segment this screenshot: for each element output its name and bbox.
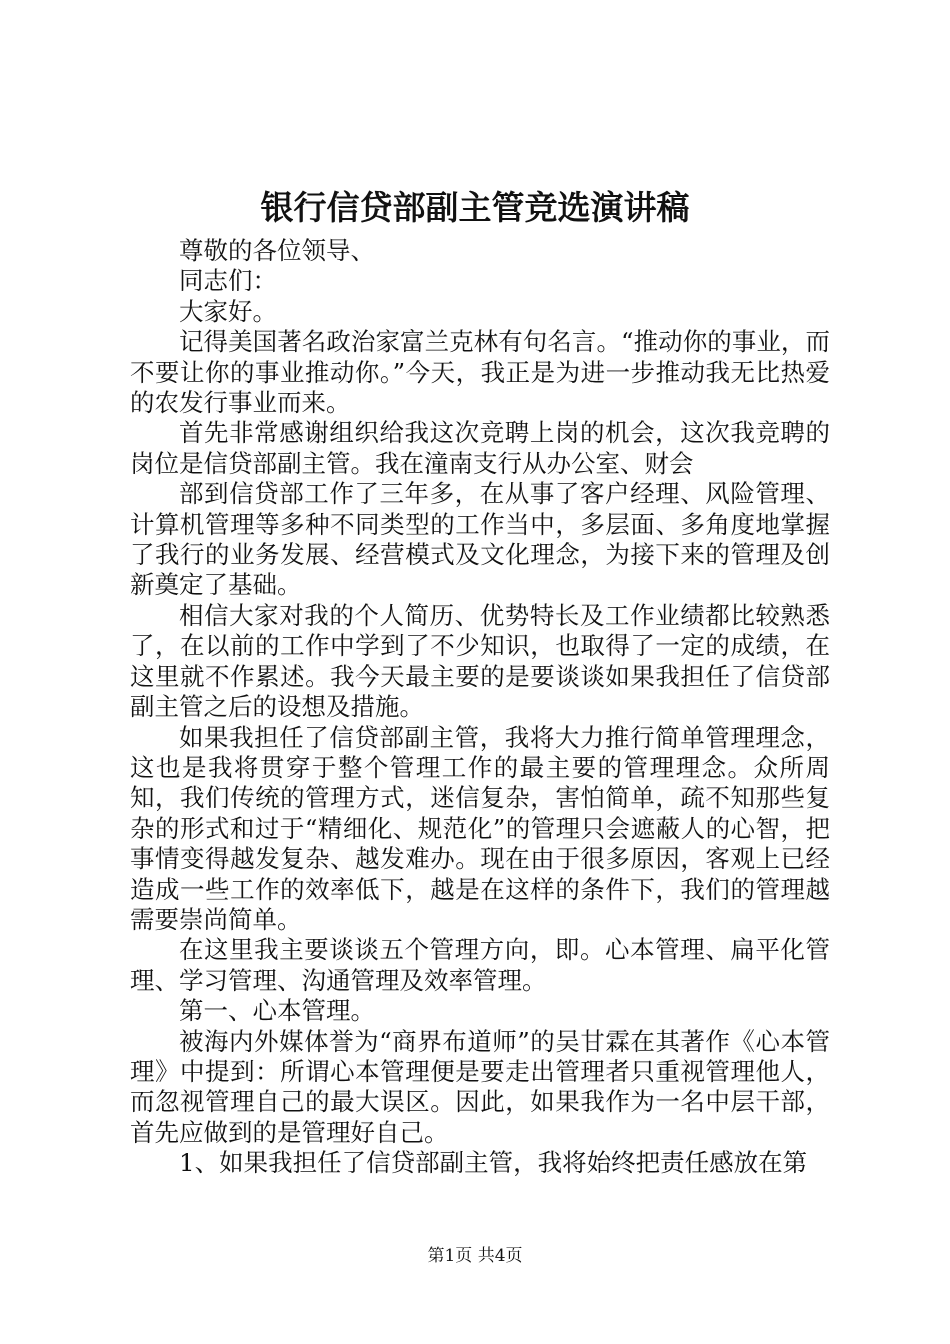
paragraph: 大家好。: [179, 296, 277, 326]
paragraph: 首先非常感谢组织给我这次竞聘上岗的机会，这次我竞聘的岗位是信贷部副主管。我在潼南支行从办公室、财会: [130, 418, 830, 478]
paragraph: 尊敬的各位领导、: [179, 236, 375, 265]
paragraph: 在这里我主要谈谈五个管理方向，即。心本管理、扁平化管理、学习管理、沟通管理及效率管理。: [130, 935, 830, 995]
page-footer: 第1页 共4页: [427, 1246, 523, 1266]
paragraph: 被海内外媒体誉为“商界布道师”的吴甘霖在其著作《心本管理》中提到：所谓心本管理便是要走出管理者只重视管理他人，而忽视管理自己的最大误区。因此，如果我作为一名中层干部，首先应做到的是管理好自己。: [130, 1026, 830, 1147]
paragraph: 如果我担任了信贷部副主管，我将大力推行简单管理理念，这也是我将贯穿于整个管理工作的最主要的管理理念。众所周知，我们传统的管理方式，迷信复杂，害怕简单，疏不知那些复杂的形式和过于“精细化、规范化”的管理只会遮蔽人的心智，把事情变得越发复杂、越发难办。现在由于很多原因，客观上已经造成一些工作的效率低下，越是在这样的条件下，我们的管理越需要崇尚简单。: [130, 722, 830, 934]
paragraph: 同志们：: [179, 266, 277, 296]
paragraph: 记得美国著名政治家富兰克林有句名言。“推动你的事业，而不要让你的事业推动你。”今天，我正是为进一步推动我无比热爱的农发行事业而来。: [130, 327, 830, 418]
document-title: 银行信贷部副主管竞选演讲稿: [260, 188, 690, 227]
paragraph: 部到信贷部工作了三年多，在从事了客户经理、风险管理、计算机管理等多种不同类型的工作当中，多层面、多角度地掌握了我行的业务发展、经营模式及文化理念，为接下来的管理及创新奠定了基础。: [130, 479, 830, 600]
paragraph: 相信大家对我的个人简历、优势特长及工作业绩都比较熟悉了，在以前的工作中学到了不少知识，也取得了一定的成绩，在这里就不作累述。我今天最主要的是要谈谈如果我担任了信贷部副主管之后的设想及措施。: [130, 600, 830, 722]
paragraph: 1、如果我担任了信贷部副主管，我将始终把责任感放在第: [179, 1148, 808, 1178]
paragraph: 第一、心本管理。: [179, 996, 375, 1026]
document-body: [130, 236, 830, 1179]
